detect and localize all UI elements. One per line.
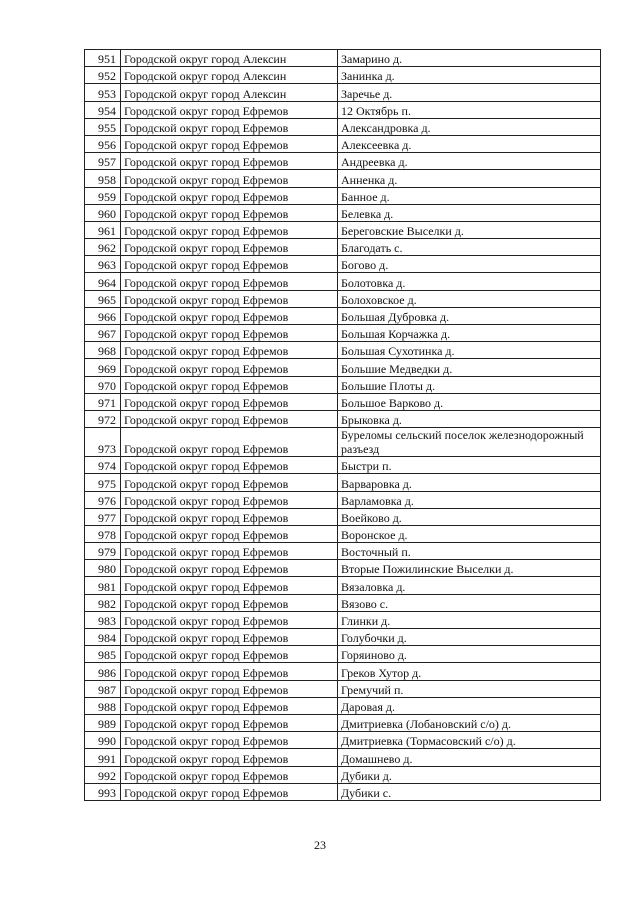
table-row: [85, 204, 601, 221]
table-row: [85, 187, 601, 204]
row-number: 982: [85, 594, 121, 611]
table-row: [85, 491, 601, 508]
settlement-cell: Андреевка д.: [338, 153, 601, 170]
settlement-cell: Дубики д.: [338, 766, 601, 783]
table-row: [85, 393, 601, 410]
table-row: [85, 663, 601, 680]
okrug-cell: Городской округ город Алексин: [121, 67, 338, 84]
table-row: [85, 577, 601, 594]
settlements-table: [84, 49, 601, 801]
settlement-cell: Большое Варково д.: [338, 393, 601, 410]
okrug-cell: Городской округ город Ефремов: [121, 290, 338, 307]
row-number: 979: [85, 543, 121, 560]
settlement-cell: Большие Медведки д.: [338, 359, 601, 376]
table-row: [85, 646, 601, 663]
okrug-cell: Городской округ город Ефремов: [121, 732, 338, 749]
row-number: 973: [85, 428, 121, 457]
settlement-cell: Александровка д.: [338, 118, 601, 135]
row-number: 988: [85, 697, 121, 714]
row-number: 972: [85, 410, 121, 427]
row-number: 989: [85, 714, 121, 731]
settlement-cell: Большая Дубровка д.: [338, 307, 601, 324]
table-row: [85, 135, 601, 152]
row-number: 974: [85, 457, 121, 474]
table-row: [85, 560, 601, 577]
table-row: [85, 543, 601, 560]
table-row: [85, 594, 601, 611]
table-row: [85, 84, 601, 101]
settlement-cell: Большая Сухотинка д.: [338, 342, 601, 359]
table-row: [85, 714, 601, 731]
table-row: [85, 256, 601, 273]
table-row: [85, 273, 601, 290]
settlement-cell: 12 Октябрь п.: [338, 101, 601, 118]
row-number: 980: [85, 560, 121, 577]
okrug-cell: Городской округ город Ефремов: [121, 663, 338, 680]
okrug-cell: Городской округ город Ефремов: [121, 239, 338, 256]
table-row: [85, 290, 601, 307]
settlement-cell: Глинки д.: [338, 611, 601, 628]
settlement-cell: Благодать с.: [338, 239, 601, 256]
row-number: 957: [85, 153, 121, 170]
row-number: 956: [85, 135, 121, 152]
table-row: [85, 359, 601, 376]
row-number: 975: [85, 474, 121, 491]
row-number: 986: [85, 663, 121, 680]
settlement-cell: Вязово с.: [338, 594, 601, 611]
okrug-cell: Городской округ город Ефремов: [121, 118, 338, 135]
settlement-cell: Греков Хутор д.: [338, 663, 601, 680]
settlement-cell: Анненка д.: [338, 170, 601, 187]
table-row: [85, 101, 601, 118]
table-row: [85, 611, 601, 628]
settlement-cell: Большие Плоты д.: [338, 376, 601, 393]
settlement-cell: Варваровка д.: [338, 474, 601, 491]
table-row: [85, 342, 601, 359]
settlement-cell: Банное д.: [338, 187, 601, 204]
row-number: 960: [85, 204, 121, 221]
settlement-cell: Дмитриевка (Лобановский с/о) д.: [338, 714, 601, 731]
row-number: 958: [85, 170, 121, 187]
row-number: 992: [85, 766, 121, 783]
table-row: [85, 118, 601, 135]
row-number: 983: [85, 611, 121, 628]
okrug-cell: Городской округ город Ефремов: [121, 256, 338, 273]
settlement-cell: Алексеевка д.: [338, 135, 601, 152]
row-number: 981: [85, 577, 121, 594]
okrug-cell: Городской округ город Ефремов: [121, 525, 338, 542]
settlement-cell: Горяиново д.: [338, 646, 601, 663]
okrug-cell: Городской округ город Ефремов: [121, 221, 338, 238]
okrug-cell: Городской округ город Ефремов: [121, 135, 338, 152]
okrug-cell: Городской округ город Ефремов: [121, 187, 338, 204]
okrug-cell: Городской округ город Ефремов: [121, 714, 338, 731]
settlement-cell: Занинка д.: [338, 67, 601, 84]
row-number: 971: [85, 393, 121, 410]
settlement-cell: Богово д.: [338, 256, 601, 273]
table-body: [85, 50, 601, 801]
okrug-cell: Городской округ город Ефремов: [121, 543, 338, 560]
page-number: 23: [314, 838, 326, 852]
row-number: 963: [85, 256, 121, 273]
settlement-cell: Гремучий п.: [338, 680, 601, 697]
settlement-cell: Буреломы сельский поселок железнодорожный разъезд: [338, 428, 601, 457]
row-number: 984: [85, 629, 121, 646]
okrug-cell: Городской округ город Ефремов: [121, 170, 338, 187]
table-row: [85, 766, 601, 783]
okrug-cell: Городской округ город Ефремов: [121, 428, 338, 457]
settlement-cell: Голубочки д.: [338, 629, 601, 646]
okrug-cell: Городской округ город Ефремов: [121, 393, 338, 410]
row-number: 955: [85, 118, 121, 135]
row-number: 990: [85, 732, 121, 749]
table-row: [85, 410, 601, 427]
table-row: [85, 508, 601, 525]
okrug-cell: Городской округ город Ефремов: [121, 491, 338, 508]
okrug-cell: Городской округ город Ефремов: [121, 697, 338, 714]
settlement-cell: Замарино д.: [338, 50, 601, 67]
okrug-cell: Городской округ город Ефремов: [121, 153, 338, 170]
okrug-cell: Городской округ город Ефремов: [121, 410, 338, 427]
table-row: [85, 749, 601, 766]
table-row: [85, 239, 601, 256]
okrug-cell: Городской округ город Алексин: [121, 84, 338, 101]
okrug-cell: Городской округ город Ефремов: [121, 611, 338, 628]
settlement-cell: Воейково д.: [338, 508, 601, 525]
settlement-cell: Домашнево д.: [338, 749, 601, 766]
row-number: 969: [85, 359, 121, 376]
settlement-cell: Заречье д.: [338, 84, 601, 101]
table-row: [85, 783, 601, 800]
table-row: [85, 170, 601, 187]
row-number: 966: [85, 307, 121, 324]
settlement-cell: Болоховское д.: [338, 290, 601, 307]
okrug-cell: Городской округ город Ефремов: [121, 359, 338, 376]
row-number: 977: [85, 508, 121, 525]
settlement-cell: Брыковка д.: [338, 410, 601, 427]
okrug-cell: Городской округ город Ефремов: [121, 273, 338, 290]
table-row: [85, 221, 601, 238]
row-number: 965: [85, 290, 121, 307]
table-row: [85, 732, 601, 749]
settlement-cell: Дубики с.: [338, 783, 601, 800]
okrug-cell: Городской округ город Алексин: [121, 50, 338, 67]
okrug-cell: Городской округ город Ефремов: [121, 457, 338, 474]
okrug-cell: Городской округ город Ефремов: [121, 474, 338, 491]
row-number: 953: [85, 84, 121, 101]
okrug-cell: Городской округ город Ефремов: [121, 629, 338, 646]
okrug-cell: Городской округ город Ефремов: [121, 101, 338, 118]
row-number: 962: [85, 239, 121, 256]
settlement-cell: Вторые Пожилинские Выселки д.: [338, 560, 601, 577]
row-number: 991: [85, 749, 121, 766]
table-row: [85, 67, 601, 84]
table-row: [85, 428, 601, 457]
row-number: 987: [85, 680, 121, 697]
okrug-cell: Городской округ город Ефремов: [121, 204, 338, 221]
table-row: [85, 325, 601, 342]
row-number: 954: [85, 101, 121, 118]
row-number: 964: [85, 273, 121, 290]
row-number: 961: [85, 221, 121, 238]
row-number: 993: [85, 783, 121, 800]
okrug-cell: Городской округ город Ефремов: [121, 325, 338, 342]
settlement-cell: Большая Корчажка д.: [338, 325, 601, 342]
row-number: 978: [85, 525, 121, 542]
row-number: 968: [85, 342, 121, 359]
settlement-cell: Восточный п.: [338, 543, 601, 560]
table-row: [85, 525, 601, 542]
table-row: [85, 153, 601, 170]
table-row: [85, 457, 601, 474]
settlement-cell: Береговские Выселки д.: [338, 221, 601, 238]
settlement-cell: Болотовка д.: [338, 273, 601, 290]
settlement-cell: Белевка д.: [338, 204, 601, 221]
row-number: 951: [85, 50, 121, 67]
settlement-cell: Варламовка д.: [338, 491, 601, 508]
table-row: [85, 307, 601, 324]
okrug-cell: Городской округ город Ефремов: [121, 342, 338, 359]
okrug-cell: Городской округ город Ефремов: [121, 307, 338, 324]
okrug-cell: Городской округ город Ефремов: [121, 594, 338, 611]
table-row: [85, 680, 601, 697]
okrug-cell: Городской округ город Ефремов: [121, 766, 338, 783]
table-row: [85, 376, 601, 393]
okrug-cell: Городской округ город Ефремов: [121, 646, 338, 663]
settlement-cell: Быстри п.: [338, 457, 601, 474]
row-number: 967: [85, 325, 121, 342]
row-number: 976: [85, 491, 121, 508]
okrug-cell: Городской округ город Ефремов: [121, 376, 338, 393]
okrug-cell: Городской округ город Ефремов: [121, 680, 338, 697]
okrug-cell: Городской округ город Ефремов: [121, 783, 338, 800]
okrug-cell: Городской округ город Ефремов: [121, 560, 338, 577]
settlement-cell: Воронское д.: [338, 525, 601, 542]
okrug-cell: Городской округ город Ефремов: [121, 577, 338, 594]
row-number: 985: [85, 646, 121, 663]
table-row: [85, 629, 601, 646]
row-number: 970: [85, 376, 121, 393]
settlement-cell: Дмитриевка (Тормасовский с/о) д.: [338, 732, 601, 749]
table-row: [85, 50, 601, 67]
row-number: 952: [85, 67, 121, 84]
row-number: 959: [85, 187, 121, 204]
table-row: [85, 474, 601, 491]
okrug-cell: Городской округ город Ефремов: [121, 749, 338, 766]
settlement-cell: Вязаловка д.: [338, 577, 601, 594]
okrug-cell: Городской округ город Ефремов: [121, 508, 338, 525]
settlement-cell: Даровая д.: [338, 697, 601, 714]
table-row: [85, 697, 601, 714]
